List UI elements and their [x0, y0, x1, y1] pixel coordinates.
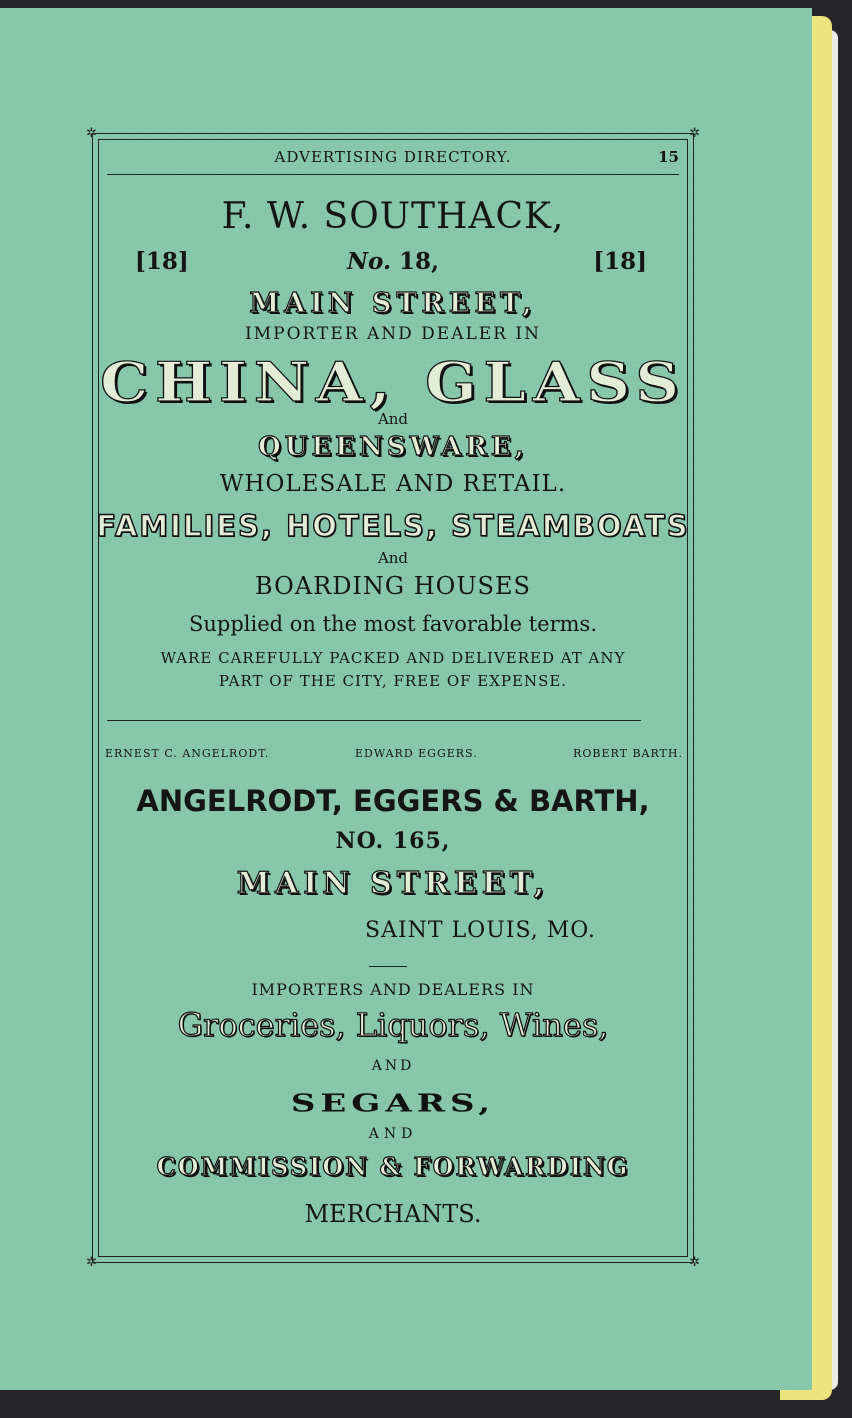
- corner-ornament-icon: ✲: [86, 1255, 97, 1270]
- connector-and: AND: [371, 1058, 415, 1074]
- southack-trade-terms: WHOLESALE AND RETAIL.: [219, 471, 567, 497]
- running-title: ADVERTISING DIRECTORY.: [274, 148, 512, 166]
- firm-name: ANGELRODT, EGGERS & BARTH,: [136, 784, 650, 818]
- firm-business-line: IMPORTERS AND DEALERS IN: [251, 980, 535, 999]
- southack-customers: FAMILIES, HOTELS, STEAMBOATS: [96, 509, 690, 543]
- advertisement-frame: [86, 126, 700, 1270]
- firm-city: SAINT LOUIS, MO.: [365, 918, 596, 943]
- directory-page: [0, 8, 812, 1390]
- corner-ornament-icon: ✲: [86, 126, 97, 141]
- southack-terms: Supplied on the most favorable terms.: [188, 612, 598, 636]
- firm-goods: Groceries, Liquors, Wines,: [177, 1006, 609, 1044]
- firm-goods-extra: SEGARS,: [290, 1090, 496, 1118]
- southack-street: MAIN STREET,: [249, 288, 537, 319]
- firm-street-number: NO. 165,: [335, 828, 451, 854]
- corner-ornament-icon: ✲: [689, 126, 700, 141]
- header-rule: [107, 174, 679, 175]
- connector-and: And: [377, 410, 409, 428]
- southack-delivery-line-2: PART OF THE CITY, FREE OF EXPENSE.: [218, 672, 568, 690]
- partner-name: ROBERT BARTH.: [573, 747, 683, 760]
- southack-business-line: IMPORTER AND DEALER IN: [245, 324, 541, 344]
- page-number: 15: [658, 148, 679, 166]
- firm-street: MAIN STREET,: [236, 866, 550, 901]
- connector-and: AND: [368, 1126, 418, 1142]
- section-divider: [107, 720, 641, 721]
- street-number-left: [18]: [135, 248, 189, 275]
- southack-goods-primary: CHINA, GLASS: [100, 350, 686, 414]
- firm-services-suffix: MERCHANTS.: [304, 1200, 482, 1228]
- southack-proprietor: F. W. SOUTHACK,: [221, 196, 565, 237]
- number-prefix: No.: [347, 248, 391, 275]
- partner-name: EDWARD EGGERS.: [355, 747, 478, 760]
- connector-and: And: [377, 549, 409, 567]
- number-value: 18,: [398, 248, 439, 275]
- street-number-right: [18]: [593, 248, 647, 275]
- partner-name: ERNEST C. ANGELRODT.: [105, 747, 270, 760]
- corner-ornament-icon: ✲: [689, 1255, 700, 1270]
- short-rule: [369, 966, 407, 967]
- southack-goods-secondary: QUEENSWARE,: [258, 432, 528, 462]
- firm-services: COMMISSION & FORWARDING: [156, 1152, 630, 1181]
- southack-customers-extra: BOARDING HOUSES: [255, 572, 531, 600]
- southack-delivery-line-1: WARE CAREFULLY PACKED AND DELIVERED AT ANY: [160, 649, 626, 667]
